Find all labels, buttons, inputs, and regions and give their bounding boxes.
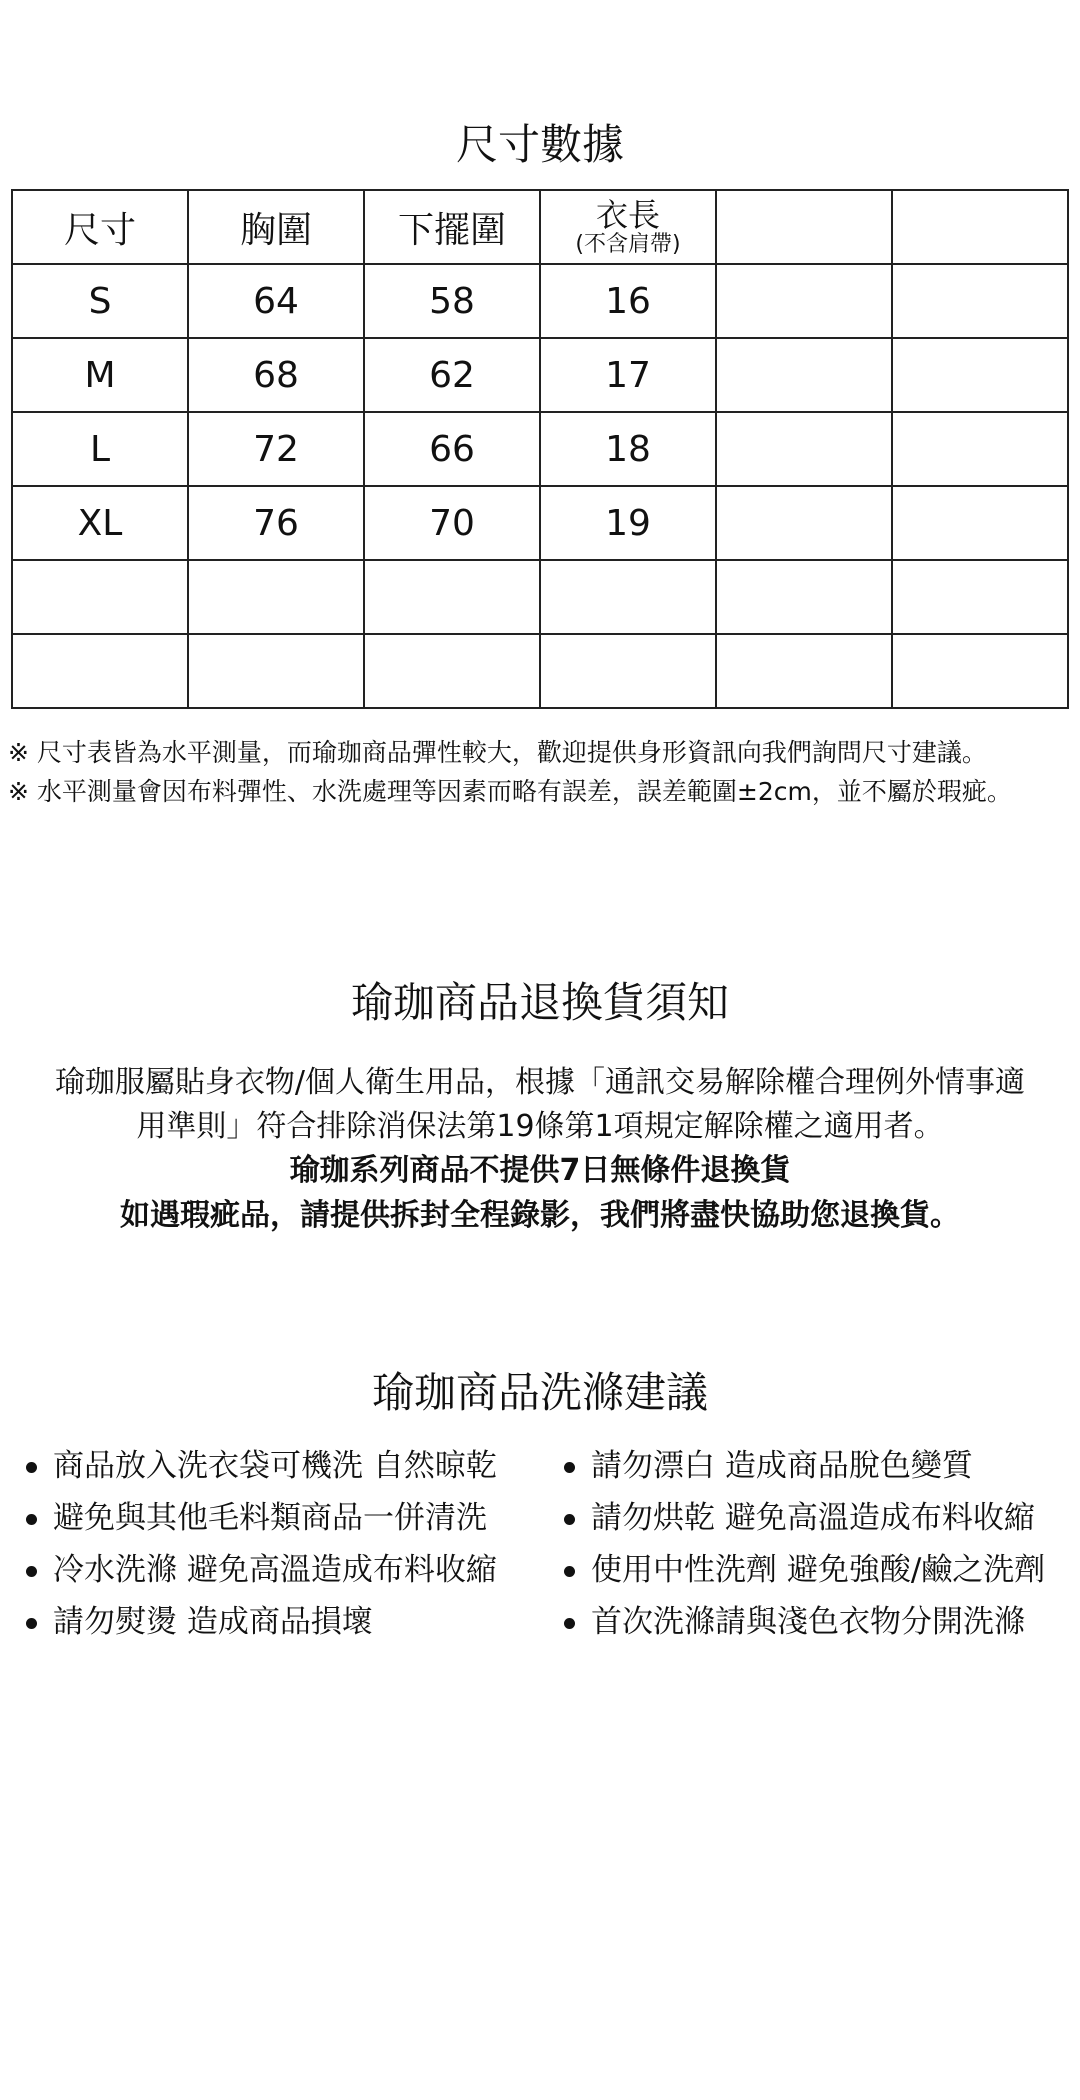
table-cell — [892, 338, 1068, 412]
header-hem: 下擺圍 — [364, 190, 540, 264]
table-cell — [364, 634, 540, 708]
size-chart-title: 尺寸數據 — [455, 120, 624, 169]
wash-tip-item — [26, 1440, 497, 1485]
table-cell — [716, 412, 892, 486]
table-cell — [12, 560, 188, 634]
table-cell: 76 — [188, 486, 364, 560]
bullet-icon — [564, 1566, 575, 1577]
header-length-label: 衣長 — [595, 196, 660, 234]
table-cell — [716, 560, 892, 634]
table-cell — [12, 634, 188, 708]
table-cell — [892, 634, 1068, 708]
header-empty — [892, 190, 1068, 264]
wash-tip-item — [26, 1596, 373, 1641]
table-cell: 72 — [188, 412, 364, 486]
wash-tip-text: 首次洗滌請與淺色衣物分開洗滌 — [591, 1604, 1025, 1640]
table-row — [12, 338, 1068, 412]
wash-tip-text: 請勿漂白 造成商品脫色變質 — [591, 1448, 973, 1484]
table-cell: XL — [12, 486, 188, 560]
return-policy-emphasis: 如遇瑕疵品，請提供拆封全程錄影，我們將盡快協助您退換貨。 — [120, 1198, 960, 1233]
bullet-icon — [564, 1462, 575, 1473]
bullet-icon — [26, 1566, 37, 1577]
return-policy-text: 瑜珈服屬貼身衣物/個人衛生用品，根據「通訊交易解除權合理例外情事適 — [54, 1065, 1026, 1100]
wash-tip-item — [564, 1596, 1025, 1641]
header-length-note: (不含肩帶) — [575, 232, 681, 257]
table-cell: 64 — [188, 264, 364, 338]
table-cell — [188, 634, 364, 708]
return-policy-emphasis: 瑜珈系列商品不提供7日無條件退換貨 — [289, 1153, 791, 1188]
wash-care-title: 瑜珈商品洗滌建議 — [371, 1368, 708, 1417]
wash-tip-item — [564, 1440, 973, 1485]
bullet-icon — [564, 1514, 575, 1525]
wash-tip-text: 冷水洗滌 避免高溫造成布料收縮 — [53, 1552, 497, 1588]
header-size: 尺寸 — [12, 190, 188, 264]
bullet-icon — [26, 1618, 37, 1629]
table-row — [12, 634, 1068, 708]
table-cell: 68 — [188, 338, 364, 412]
table-header-row — [12, 190, 1068, 264]
wash-tip-text: 避免與其他毛料類商品一併清洗 — [53, 1500, 487, 1536]
table-row — [12, 560, 1068, 634]
table-cell: 18 — [540, 412, 716, 486]
table-cell — [188, 560, 364, 634]
table-cell — [364, 560, 540, 634]
table-row — [12, 486, 1068, 560]
bullet-icon — [26, 1514, 37, 1525]
table-cell: 17 — [540, 338, 716, 412]
table-cell: S — [12, 264, 188, 338]
table-cell: 19 — [540, 486, 716, 560]
table-cell: 70 — [364, 486, 540, 560]
wash-tip-item — [564, 1544, 1045, 1589]
wash-tip-item — [26, 1544, 497, 1589]
wash-tip-text: 使用中性洗劑 避免強酸/鹼之洗劑 — [591, 1552, 1046, 1588]
header-empty — [716, 190, 892, 264]
bullet-icon — [564, 1618, 575, 1629]
return-policy-text: 用準則」符合排除消保法第19條第1項規定解除權之適用者。 — [136, 1109, 944, 1144]
table-cell — [892, 486, 1068, 560]
table-cell — [716, 486, 892, 560]
table-cell — [716, 338, 892, 412]
table-cell — [540, 560, 716, 634]
table-cell: 62 — [364, 338, 540, 412]
table-row — [12, 412, 1068, 486]
table-row — [12, 264, 1068, 338]
wash-tip-item — [564, 1492, 1035, 1537]
header-chest: 胸圍 — [188, 190, 364, 264]
table-cell — [540, 634, 716, 708]
table-cell — [892, 560, 1068, 634]
size-table — [11, 189, 1069, 709]
bullet-icon — [26, 1462, 37, 1473]
size-note: ※ 水平測量會因布料彈性、水洗處理等因素而略有誤差，誤差範圍±2cm，並不屬於瑕疵。 — [8, 777, 1012, 806]
return-policy-title: 瑜珈商品退換貨須知 — [350, 978, 729, 1027]
table-cell: 16 — [540, 264, 716, 338]
table-cell — [716, 264, 892, 338]
table-cell — [892, 412, 1068, 486]
wash-tip-text: 請勿烘乾 避免高溫造成布料收縮 — [591, 1500, 1035, 1536]
wash-tip-text: 請勿熨燙 造成商品損壞 — [53, 1604, 373, 1640]
table-cell — [716, 634, 892, 708]
wash-tip-item — [26, 1492, 487, 1537]
table-cell: 58 — [364, 264, 540, 338]
table-cell: M — [12, 338, 188, 412]
wash-tip-text: 商品放入洗衣袋可機洗 自然晾乾 — [53, 1448, 497, 1484]
table-cell — [892, 264, 1068, 338]
table-cell: L — [12, 412, 188, 486]
size-note: ※ 尺寸表皆為水平測量，而瑜珈商品彈性較大，歡迎提供身形資訊向我們詢問尺寸建議。 — [8, 738, 987, 767]
header-length — [540, 190, 716, 264]
table-cell: 66 — [364, 412, 540, 486]
